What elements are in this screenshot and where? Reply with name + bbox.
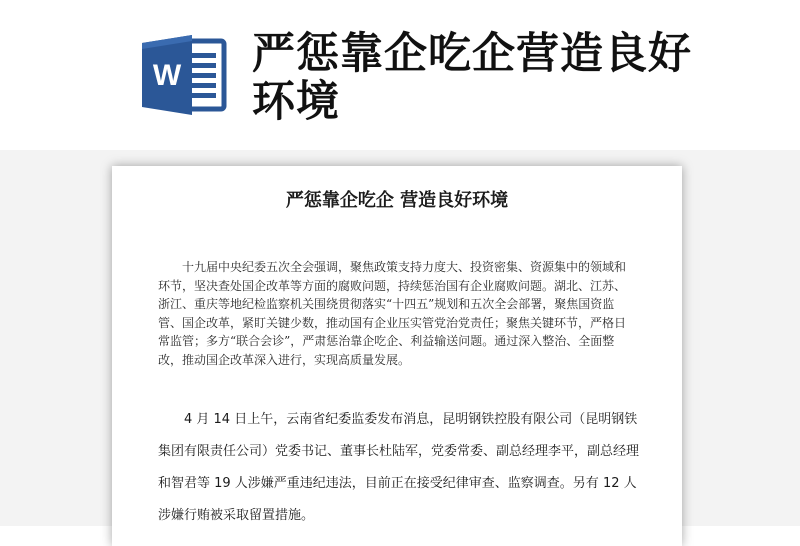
document-abstract: 十九届中央纪委五次全会强调，聚焦政策支持力度大、投资密集、资源集中的领域和环节，坚决查处国企改革等方面的腐败问题，持续惩治国有企业腐败问题。湖北、江苏、浙江、重庆等地纪检监察机关围绕贯彻落实“十四五”规划和五次全会部署，聚焦国资监管、国企改革，紧盯关键少数，推动国有企业压实管党治党责任；聚焦关键环节，严格日常监管；多方“联合会诊”，严肃惩治靠企吃企、利益输送问题。通过深入整治、全面整改，推动国企改革深入进行，实现高质量发展。 — [158, 260, 627, 367]
word-icon-letter: W — [152, 59, 182, 92]
page-title: 严惩靠企吃企营造良好环境 — [252, 29, 692, 127]
document-page — [112, 166, 682, 546]
word-icon — [140, 33, 228, 117]
document-title: 严惩靠企吃企 营造良好环境 — [285, 190, 509, 211]
document-body-paragraph: 4 月 14 日上午，云南省纪委监委发布消息，昆明钢铁控股有限公司（昆明钢铁集团有限责任公司）党委书记、董事长杜陆军，党委常委、副总经理李平，副总经理和智君等 19 人涉嫌严重违纪违法，目前正在接受纪律审查、监察调查。另有 12 人涉嫌行贿被采取留置措施。 — [158, 412, 640, 523]
header-banner — [0, 0, 800, 150]
